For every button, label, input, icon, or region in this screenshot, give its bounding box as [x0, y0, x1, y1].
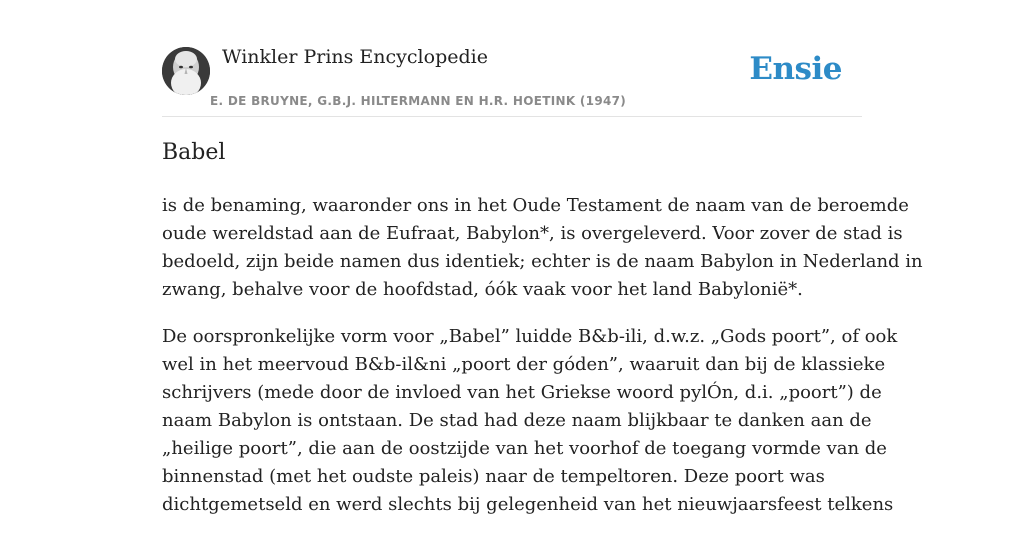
article-page: [162, 0, 923, 515]
publication-authors: E. DE BRUYNE, G.B.J. HILTERMANN EN H.R. HOETINK (1947): [210, 94, 627, 108]
paragraph-line: naam Babylon is ontstaan. De stad had deze naam blijkbaar te danken aan de: [162, 410, 872, 431]
paragraph-line: wel in het meervoud B&b-il&ni „poort der góden”, waaruit dan bij de klassieke: [162, 354, 886, 375]
paragraph-line: is de benaming, waaronder ons in het Oude Testament de naam van de beroemde: [162, 195, 909, 216]
paragraph-line: dichtgemetseld en werd slechts bij gelegenheid van het nieuwjaarsfeest telkens: [162, 494, 894, 515]
author-portrait-icon[interactable]: [162, 47, 210, 95]
publication-header: [162, 0, 862, 117]
paragraph-line: schrijvers (mede door de invloed van het Griekse woord pylÓn, d.i. „poort”) de: [162, 382, 882, 403]
paragraph-line: bedoeld, zijn beide namen dus identiek; echter is de naam Babylon in Nederland in: [162, 251, 923, 272]
article-paragraph: [162, 323, 898, 519]
article-paragraph: [162, 192, 923, 304]
publication-title[interactable]: Winkler Prins Encyclopedie: [222, 46, 488, 68]
article-body: [162, 192, 923, 538]
paragraph-line: zwang, behalve voor de hoofdstad, óók vaak voor het land Babylonië*.: [162, 279, 803, 300]
paragraph-line: „heilige poort”, die aan de oostzijde van het voorhof de toegang vormde van de: [162, 438, 887, 459]
paragraph-line: De oorspronkelijke vorm voor „Babel” luidde B&b-ili, d.w.z. „Gods poort”, of ook: [162, 326, 898, 347]
paragraph-line: oude wereldstad aan de Eufraat, Babylon*, is overgeleverd. Voor zover de stad is: [162, 223, 903, 244]
article-title: Babel: [162, 140, 226, 165]
ensie-logo[interactable]: Ensie: [749, 51, 842, 87]
paragraph-line: binnenstad (met het oudste paleis) naar de tempeltoren. Deze poort was: [162, 466, 825, 487]
